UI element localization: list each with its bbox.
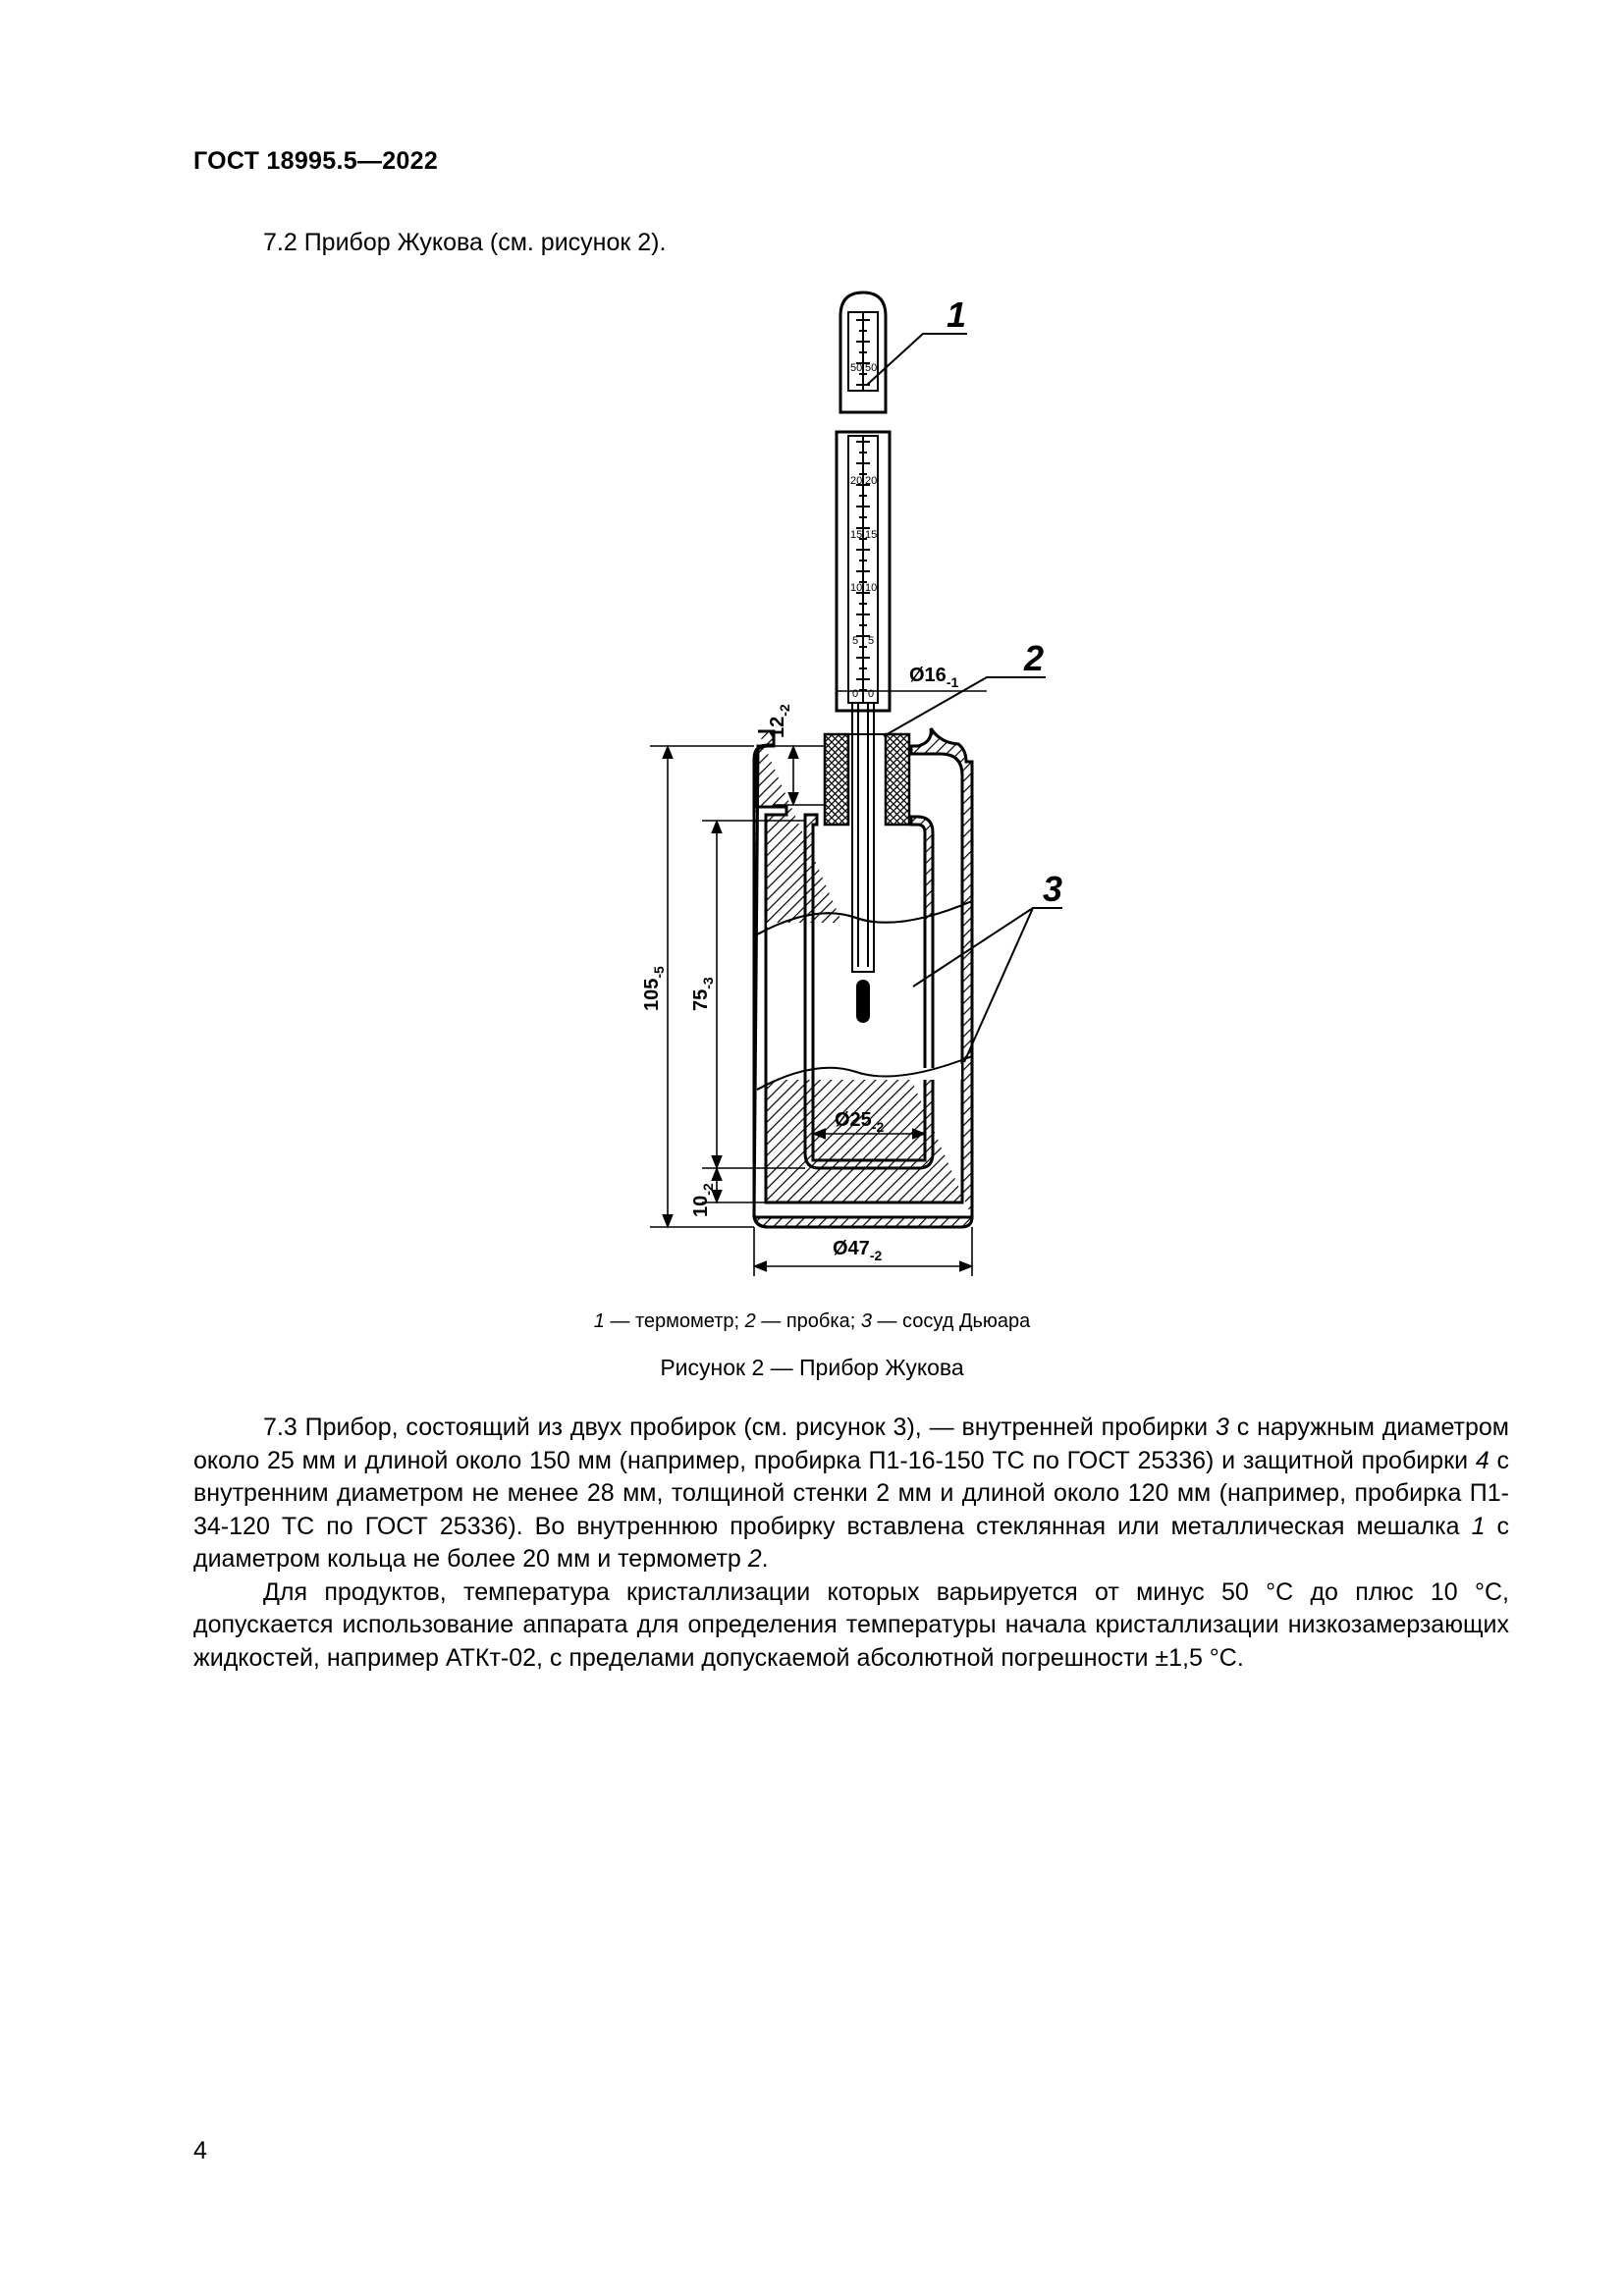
scale-label: 20 xyxy=(850,475,863,487)
callout-3: 3 xyxy=(1043,869,1063,909)
thermometer xyxy=(837,293,890,1023)
svg-text:105-5: $105_{-5}$ xyxy=(641,966,667,1011)
paragraph-7-3: 7.3 Прибор, состоящий из двух пробирок (см. рисунок 3), — внутренней пробирки 3 с наружным диаметром около 25 мм и длиной около 150 мм (например, пробирка П1-16-150 ТС по ГОСТ 25336) и защитной пробирки 4 с внутренним диаметром не менее 28 мм, толщиной стенки 2 мм и длиной около 120 мм (например, пробирка П1-34-120 ТС по ГОСТ 25336). Во внутреннюю пробирку вставлена стеклянная или металлическая мешалка 1 с диаметром кольца не более 20 мм и термометр 2. xyxy=(193,1414,1510,1573)
scale-label: 5 xyxy=(852,635,859,647)
paragraph-products: Для продуктов, температура кристаллизации которых варьируется от минус 50 °С до плюс 10 °С, допускается использование аппарата для определения температуры начала кристаллизации низкозамерзающих жидкостей, например АТКт-02, с пределами допускаемой абсолютной погрешности ±1,5 °С. xyxy=(193,1577,1509,1672)
svg-text:Ø25-2: $Ø25_{-2}$ xyxy=(835,1109,885,1135)
section-7-2-text: 7.2 Прибор Жукова (см. рисунок 2). xyxy=(263,229,667,256)
callout-2: 2 xyxy=(1024,638,1045,678)
figure-legend: 1 — термометр; 2 — пробка; 3 — сосуд Дьюара xyxy=(593,1310,1031,1332)
svg-text:10-2: $10_{-2}$ xyxy=(690,1183,716,1217)
svg-text:75-3: $75_{-3}$ xyxy=(690,977,716,1011)
zhukov-apparatus-figure xyxy=(589,285,1063,1296)
scale-label: 10 xyxy=(850,582,863,594)
scale-label: 0 xyxy=(852,688,859,700)
body-text xyxy=(193,1412,1509,1675)
svg-text:12-2: $12_{-2}$ xyxy=(767,704,792,738)
scale-label: 20 xyxy=(865,475,878,487)
callout-1: 1 xyxy=(947,294,967,335)
page-number: 4 xyxy=(193,2137,207,2164)
svg-text:Ø47-2: $Ø47_{-2}$ xyxy=(833,1238,883,1263)
scale-label: 50 xyxy=(850,362,863,374)
scale-label: 0 xyxy=(868,688,875,700)
svg-text:Ø16-1: $Ø16_{-1}$ xyxy=(909,665,959,690)
scale-label: 50 xyxy=(865,362,878,374)
scale-label: 15 xyxy=(850,529,863,541)
scale-label: 10 xyxy=(865,582,878,594)
figure-caption: Рисунок 2 — Прибор Жукова xyxy=(660,1355,964,1380)
scale-label: 5 xyxy=(868,635,875,647)
scale-label: 15 xyxy=(865,529,878,541)
document-header: ГОСТ 18995.5—2022 xyxy=(193,147,439,175)
